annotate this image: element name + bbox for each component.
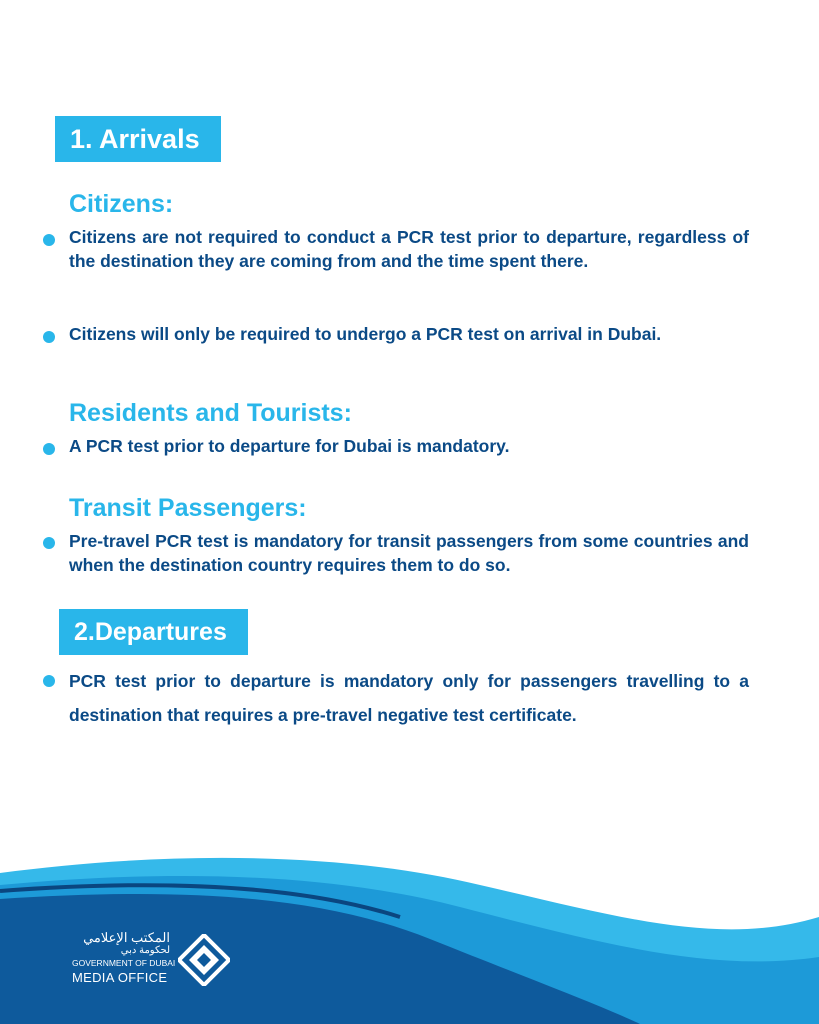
arrivals-section-title: 1. Arrivals xyxy=(55,116,221,162)
bullet-dot xyxy=(43,537,55,549)
citizens-heading: Citizens: xyxy=(69,190,174,218)
transit-item-1: Pre-travel PCR test is mandatory for transit passengers from some countries and when the destination country requires them to do so. xyxy=(69,531,749,575)
logo-arabic-line2: لحكومة دبي xyxy=(120,945,170,956)
bullet-dot xyxy=(43,443,55,455)
transit-heading: Transit Passengers: xyxy=(69,494,307,522)
logo-arabic-line1: المكتب الإعلامي xyxy=(83,930,170,945)
bullet-dot xyxy=(43,234,55,246)
diamond-emblem-icon xyxy=(178,934,230,986)
citizens-item-1: Citizens are not required to conduct a PCR test prior to departure, regardless of the destination they are coming from and the time spent there. xyxy=(69,227,749,271)
bullet-dot xyxy=(43,675,55,687)
residents-item-1: A PCR test prior to departure for Dubai is mandatory. xyxy=(69,436,510,456)
logo-gov-line: GOVERNMENT OF DUBAI xyxy=(72,958,176,968)
citizens-item-2: Citizens will only be required to undergo a PCR test on arrival in Dubai. xyxy=(69,324,662,344)
departures-item-1: PCR test prior to departure is mandatory only for passengers travelling to a destination that requires a pre-travel negative test certificate. xyxy=(69,671,749,725)
departures-section-title: 2.Departures xyxy=(59,609,248,655)
bullet-dot xyxy=(43,331,55,343)
logo-media-line: MEDIA OFFICE xyxy=(72,970,168,985)
residents-heading: Residents and Tourists: xyxy=(69,399,352,427)
